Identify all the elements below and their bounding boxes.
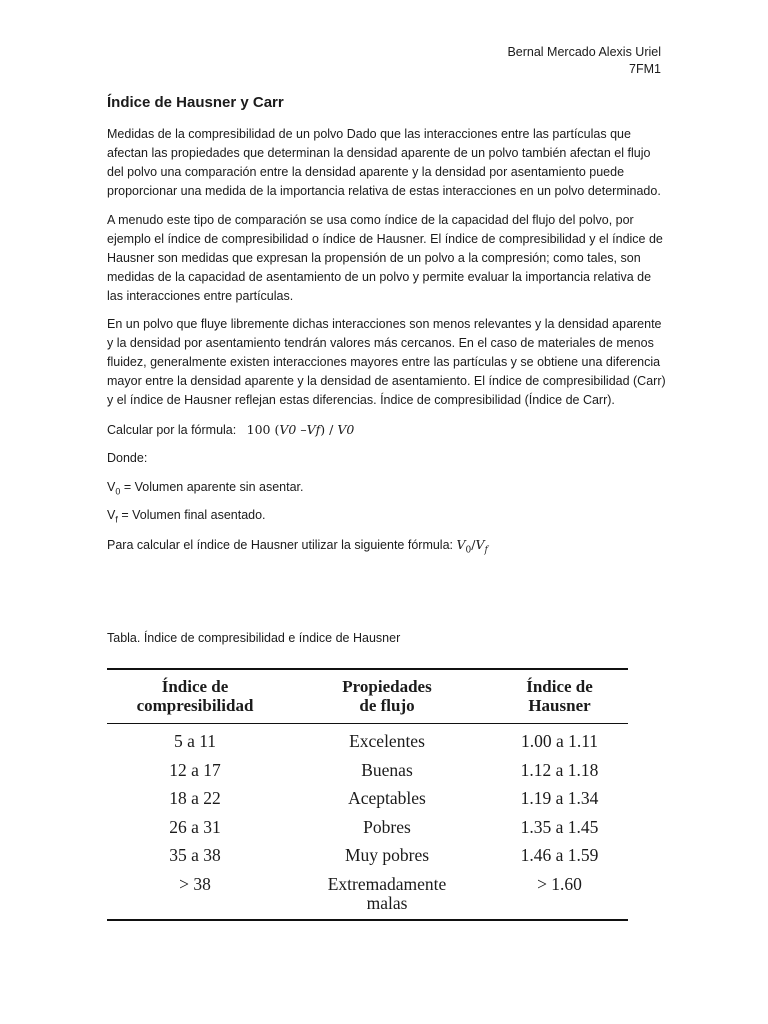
table-row [107, 789, 628, 818]
cell-compressibility: 12 a 17 [169, 759, 221, 780]
table-row [107, 732, 628, 761]
table-caption: Tabla. Índice de compresibilidad e índice de Hausner [107, 631, 401, 645]
author-name: Bernal Mercado Alexis Uriel [507, 45, 661, 59]
table-body [107, 724, 628, 913]
vf-definition: $V_f$ = Volumen final asentado. [107, 508, 266, 525]
hausner-formula-label: Para calcular el índice de Hausner utilizar la siguiente fórmula: [107, 537, 457, 552]
v0-definition: $V_0$ = Volumen aparente sin asentar. [107, 479, 304, 496]
cell-flow: Buenas [361, 759, 413, 780]
carr-formula-line [107, 420, 667, 440]
where-label: Donde: [107, 451, 148, 465]
cell-flow: Extremadamente malas [327, 873, 447, 913]
document-title: Índice de Hausner y Carr [107, 94, 284, 111]
table-row [107, 761, 628, 790]
paragraph-free-flowing: En un polvo que fluye libremente dichas interacciones son menos relevantes y la densidad aparente y la densidad por asentamiento tendrán valores más cercanos. En el caso de materiales de menos fluidez, generalmente existen interacciones mayores entre las partículas y se obtiene una diferencia mayor entre la densidad aparente y la densidad de asentamiento. El índice de compresibilidad (Carr) y el índice de Hausner reflejan estas diferencias. Índice de compresibilidad (Índice de Carr). [107, 317, 666, 407]
cell-hausner: 1.12 a 1.18 [520, 759, 599, 780]
cell-flow: Aceptables [348, 788, 426, 808]
cell-hausner: 1.00 a 1.11 [520, 731, 599, 751]
carr-formula: 100 (V0 –Vf) / V0 [246, 421, 355, 437]
header-flow-properties: Propiedades de flujo [342, 676, 432, 715]
carr-formula-label: Calcular por la fórmula: [107, 422, 237, 437]
cell-compressibility: 26 a 31 [169, 816, 221, 837]
cell-hausner: 1.46 a 1.59 [520, 845, 599, 865]
cell-compressibility: 18 a 22 [169, 788, 221, 808]
cell-compressibility: > 38 [179, 873, 211, 894]
hausner-formula: $V_0/V_f$ [456, 536, 488, 555]
header-hausner: Índice de Hausner [526, 676, 593, 715]
table-row [107, 875, 628, 913]
cell-flow: Excelentes [349, 731, 425, 751]
table-row [107, 846, 628, 875]
hausner-carr-table [107, 668, 628, 921]
document-body [107, 125, 667, 564]
cell-hausner: 1.19 a 1.34 [520, 788, 599, 808]
cell-compressibility: 35 a 38 [169, 845, 221, 865]
author-header [507, 44, 661, 78]
table-bottom-rule [107, 919, 628, 921]
paragraph-compressibility: Medidas de la compresibilidad de un polvo Dado que las interacciones entre las partículas que afectan las propiedades que determinan la densidad aparente de un polvo también afectan el flujo del polvo una comparación entre la densidad aparente y la densidad por asentamiento puede proporcionar una medida de la importancia relativa de estas interacciones en un polvo determinado. [107, 127, 661, 198]
group-code: 7FM1 [629, 62, 661, 76]
paragraph-flow-index: A menudo este tipo de comparación se usa como índice de la capacidad del flujo del polvo, por ejemplo el índice de compresibilidad o índice de Hausner. El índice de compresibilidad y el índice de Hausner son medidas que expresan la propensión de un polvo a la compresión; como tales, son medidas de la capacidad de asentamiento de un polvo y permite evaluar la importancia relativa de las interacciones entre partículas. [107, 212, 663, 303]
hausner-formula-line [107, 535, 667, 555]
cell-hausner: > 1.60 [537, 873, 582, 894]
cell-flow: Muy pobres [344, 845, 430, 865]
cell-hausner: 1.35 a 1.45 [520, 816, 599, 837]
table-header-row [107, 670, 628, 721]
table-row [107, 818, 628, 847]
cell-flow: Pobres [363, 816, 411, 837]
header-compressibility: Índice de compresibilidad [136, 676, 254, 715]
cell-compressibility: 5 a 11 [173, 731, 217, 751]
